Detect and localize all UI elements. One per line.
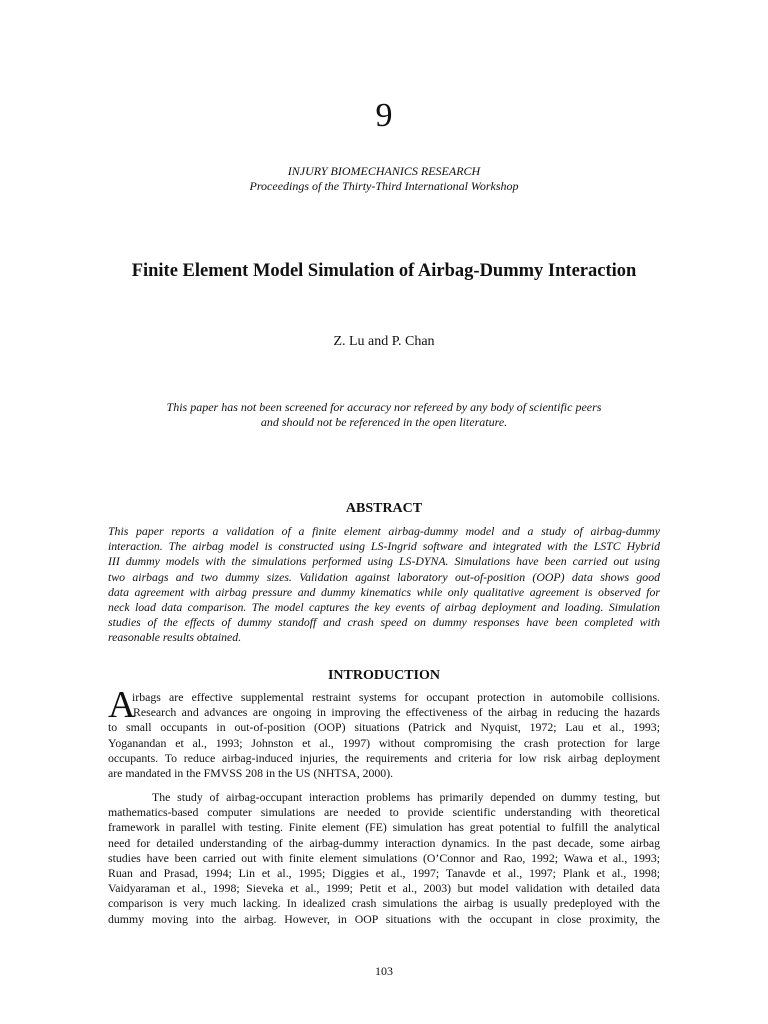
paragraph-line: occupants. To reduce airbag-induced injuries, the requirements and criteria for low risk airbag deployment (108, 750, 660, 765)
intro-paragraph-2 (108, 790, 660, 927)
paper-title: Finite Element Model Simulation of Airbag-Dummy Interaction (131, 261, 637, 281)
abstract-line: neck load data comparison. The model captures the key events of airbag deployment and loading. Simulation (108, 599, 660, 614)
paragraph-line: Yoganandan et al., 1993; Johnston et al., 1997) without compromising the crash protection for large (108, 735, 660, 750)
paragraph-line: Vaidyaraman et al., 1998; Sieveka et al., 1999; Petit et al., 2003) but model validation with detailed data (108, 881, 660, 896)
abstract-line: studies of the effects of dummy standoff and crash speed on dummy responses have been completed with (108, 615, 660, 630)
abstract-line: interaction. The airbag model is constructed using LS-Ingrid software and integrated with the LSTC Hybrid (108, 539, 660, 554)
abstract-line: two airbags and two dummy sizes. Validation against laboratory out-of-position (OOP) data shows good (108, 569, 660, 584)
paper-authors: Z. Lu and P. Chan (333, 334, 435, 349)
paragraph-line: The study of airbag-occupant interaction problems has primarily depended on dummy testing, but (152, 790, 660, 804)
drop-cap: A (108, 684, 136, 726)
proceedings-header (0, 164, 768, 194)
introduction-heading: INTRODUCTION (327, 668, 440, 683)
proceedings-title: Proceedings of the Thirty-Third International Workshop (249, 179, 519, 193)
paragraph-line: irbags are effective supplemental restraint systems for occupant protection in automobile collisions. (132, 690, 660, 704)
intro-paragraph-1 (108, 690, 660, 781)
series-title: INJURY BIOMECHANICS RESEARCH (287, 164, 481, 178)
abstract-heading: ABSTRACT (345, 501, 423, 516)
abstract-body (108, 524, 660, 646)
abstract-line: III dummy models with the simulations performed using LS-DYNA. Simulations have been carried out using (108, 554, 660, 569)
paragraph-line: framework in parallel with testing. Finite element (FE) simulation has great potential to fulfill the analytical (108, 820, 660, 835)
disclaimer-line: This paper has not been screened for accuracy nor refereed by any body of scientific peers (166, 400, 602, 414)
paragraph-line: mathematics-based computer simulations are needed to provide scientific understanding with theoretical (108, 805, 660, 820)
paragraph-line: to small occupants in out-of-position (OOP) situations (Patrick and Nyquist, 1972; Lau et al., 1993; (108, 720, 660, 735)
chapter-number: 9 (375, 97, 393, 134)
paragraph-line: Ruan and Prasad, 1994; Lin et al., 1995; Diggies et al., 1997; Tanavde et al., 1997; Plank et al., 1998; (108, 865, 660, 880)
disclaimer-line: and should not be referenced in the open literature. (260, 414, 508, 429)
paragraph-line: comparison is very much lacking. In idealized crash simulations the airbag is usually predeployed with the (108, 896, 660, 911)
page-number: 103 (375, 964, 393, 978)
abstract-line: data agreement with airbag pressure and dummy kinematics while only qualitative agreement is observed for (108, 584, 660, 599)
abstract-line: This paper reports a validation of a finite element airbag-dummy model and a study of airbag-dummy (108, 524, 660, 538)
paragraph-line: are mandated in the FMVSS 208 in the US (NHTSA, 2000). (108, 765, 394, 780)
paragraph-line: Research and advances are ongoing in improving the effectiveness of the airbag in reducing the hazards (133, 705, 660, 720)
abstract-line: reasonable results obtained. (108, 630, 242, 645)
paragraph-line: dummy moving into the airbag. However, in OOP situations with the occupant in close proximity, the (108, 911, 660, 926)
disclaimer-note (0, 400, 768, 429)
paragraph-line: need for detailed understanding of the airbag-dummy interaction dynamics. In the past decade, some airbag (108, 835, 660, 850)
paragraph-line: studies have been carried out with finite element simulations (O’Connor and Rao, 1992; Wawa et al., 1993; (108, 850, 660, 865)
